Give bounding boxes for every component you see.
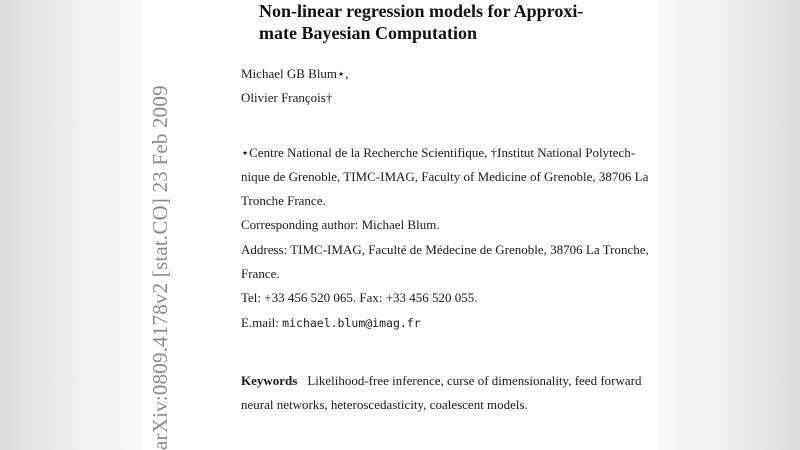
keywords-line-1 xyxy=(241,373,641,389)
author-2: Olivier François† xyxy=(241,90,333,105)
arxiv-identifier-stamp: arXiv:0809.4178v2 [stat.CO] 23 Feb 2009 xyxy=(148,85,172,450)
keywords-text-1: Likelihood-free inference, curse of dimensionality, feed forward xyxy=(307,373,642,388)
affiliation-line-2: nique de Grenoble, TIMC-IMAG, Faculty of Medicine of Grenoble, 38706 La xyxy=(241,169,649,184)
address-line-2: France. xyxy=(241,266,280,281)
left-margin-backdrop xyxy=(0,0,142,450)
paper-title-line-2: mate Bayesian Computation xyxy=(259,23,478,43)
author-1: Michael GB Blum⋆, xyxy=(241,66,349,81)
tel-fax: Tel: +33 456 520 065. Fax: +33 456 520 055. xyxy=(241,290,478,305)
email-line xyxy=(241,315,421,331)
right-margin-backdrop xyxy=(658,0,800,450)
corresponding-author: Corresponding author: Michael Blum. xyxy=(241,217,440,232)
paper-title xyxy=(259,0,659,44)
email-address: michael.blum@imag.fr xyxy=(282,316,421,330)
affiliation-line-1: ⋆Centre National de la Recherche Scientifique, †Institut National Polytech- xyxy=(241,145,636,160)
address-line-1: Address: TIMC-IMAG, Faculté de Médecine de Grenoble, 38706 La Tronche, xyxy=(241,242,649,257)
email-label: E.mail: xyxy=(241,315,279,330)
paper-title-line-1: Non-linear regression models for Approxi- xyxy=(259,1,584,21)
keywords-label: Keywords xyxy=(241,373,298,388)
keywords-line-2: neural networks, heteroscedasticity, coalescent models. xyxy=(241,397,528,412)
affiliation-line-3: Tronche France. xyxy=(241,193,326,208)
